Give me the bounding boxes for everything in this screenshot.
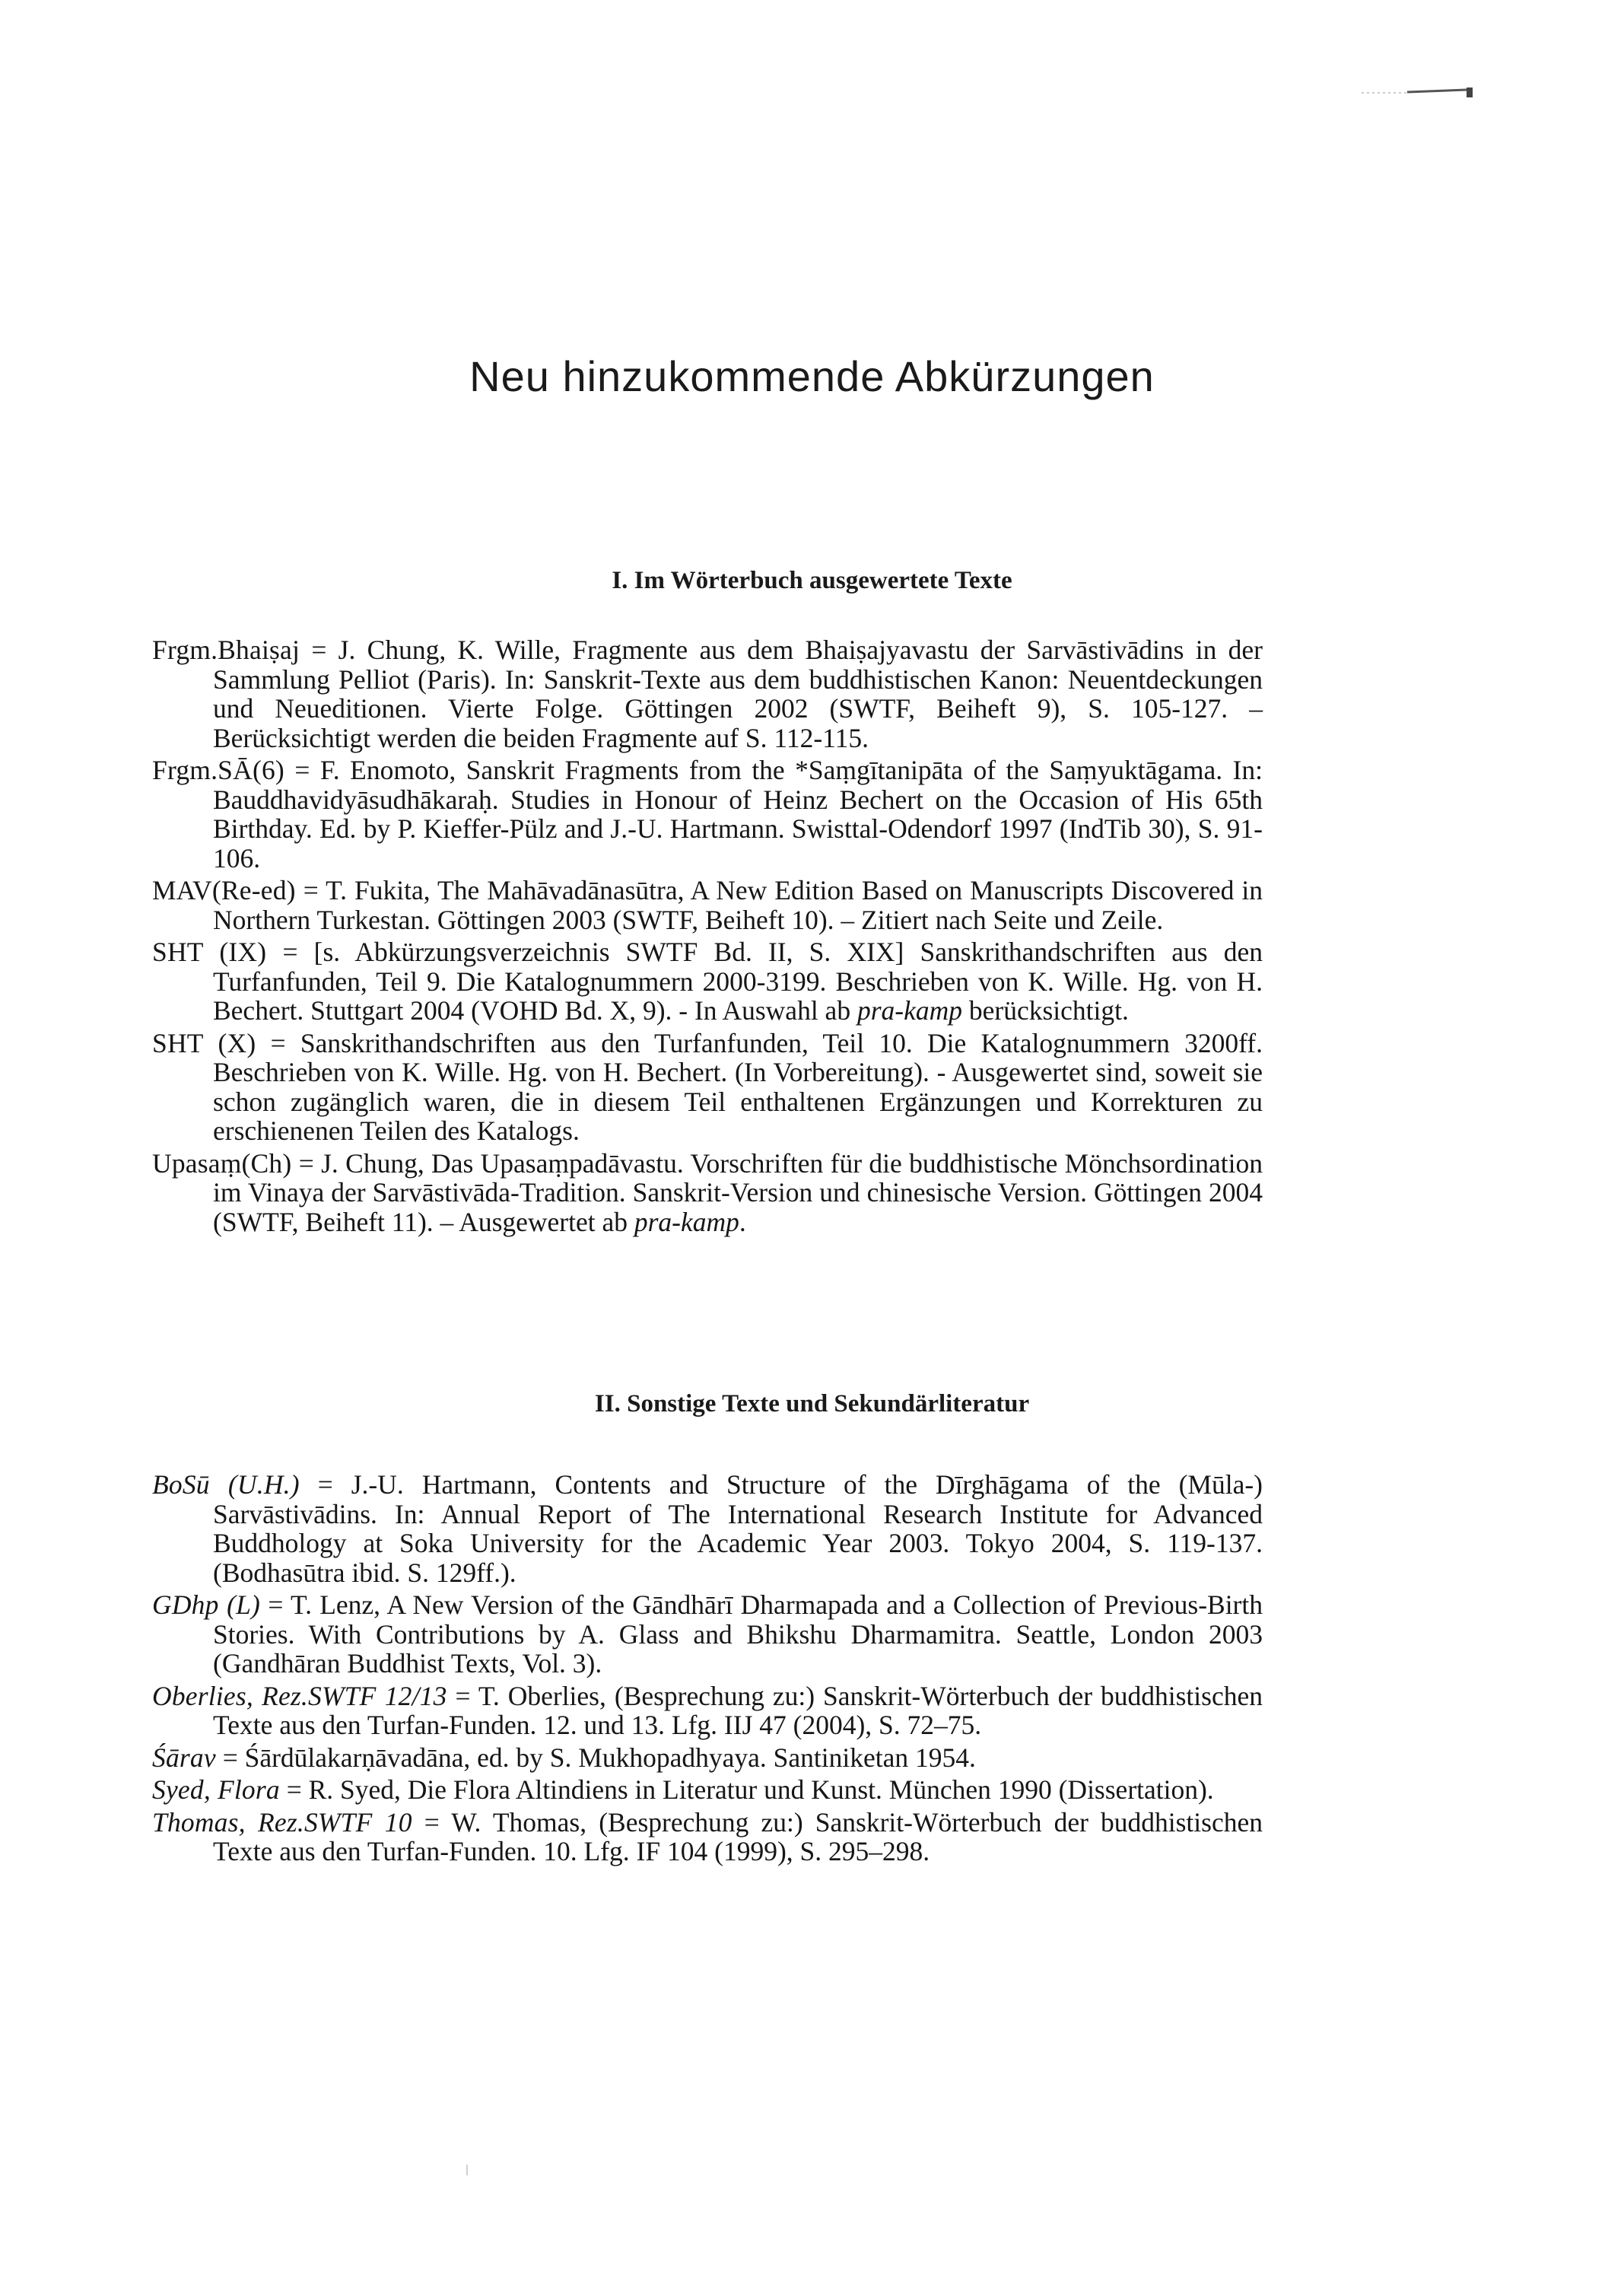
entry-text-end: . (739, 1206, 746, 1237)
entry-gdhp (152, 1590, 1263, 1678)
entry-mav-re-ed (152, 876, 1263, 934)
entry-sarav (152, 1743, 1263, 1773)
entry-abbreviation: BoSū (U.H.) (152, 1469, 300, 1500)
entry-italic-term: pra-kamp (634, 1206, 739, 1237)
entry-oberlies (152, 1682, 1263, 1740)
entry-text: = J. Chung, Das Upasaṃpadāvastu. Vorschriften für die buddhistische Mönchsordination im Vinaya der Sarvāstivāda-Tradition. Sanskrit-Version und chinesische Version. Göttingen 2004 (SWTF, Beiheft 11). – Ausgewertet ab (213, 1147, 1263, 1237)
entry-text-end: berücksichtigt. (961, 995, 1129, 1026)
scan-artifact-mark (466, 2165, 468, 2175)
entry-abbreviation: GDhp (L) (152, 1589, 261, 1620)
entry-abbreviation: Frgm.Bhaiṣaj (152, 635, 300, 665)
entry-abbreviation: Syed, Flora (152, 1774, 280, 1805)
entry-text: = R. Syed, Die Flora Altindiens in Literatur und Kunst. München 1990 (Dissertation). (279, 1774, 1214, 1805)
section-2-entries (152, 1470, 1263, 1869)
section-heading-2: II. Sonstige Texte und Sekundärliteratur (594, 1390, 1030, 1418)
entry-abbreviation: Śārav (152, 1742, 216, 1773)
entry-abbreviation: Upasaṃ(Ch) (152, 1147, 292, 1179)
entry-abbreviation: Thomas, Rez.SWTF 10 (152, 1806, 412, 1838)
entry-text: = [s. Abkürzungsverzeichnis SWTF Bd. II, S. XIX] Sanskrithandschriften aus den Turfanfunden, Teil 9. Die Katalognummern 2000-3199. Beschrieben von K. Wille. Hg. von H. Bechert. Stuttgart 2004 (VOHD Bd. X, 9). - In Auswahl ab (213, 937, 1263, 1026)
entry-abbreviation: Oberlies, Rez.SWTF 12/13 (152, 1680, 447, 1711)
scan-corner-mark (1362, 87, 1476, 99)
entry-text: = T. Oberlies, (Besprechung zu:) Sanskrit-Wörterbuch der buddhistischen Texte aus den Turfan-Funden. 12. und 13. Lfg. IIJ 47 (2004), S. 72–75. (213, 1680, 1263, 1740)
entry-text: = T. Fukita, The Mahāvadānasūtra, A New Edition Based on Manuscripts Discovered in Northern Turkestan. Göttingen 2003 (SWTF, Beiheft 10). – Zitiert nach Seite und Zeile. (213, 875, 1263, 935)
entry-upasam-ch (152, 1149, 1263, 1237)
section-1-entries (152, 635, 1263, 1239)
page-title: Neu hinzukommende Abkürzungen (469, 352, 1155, 400)
entry-sht-x (152, 1029, 1263, 1146)
entry-bosu (152, 1470, 1263, 1587)
entry-frgm-bhaisaj (152, 635, 1263, 753)
section-heading-1: I. Im Wörterbuch ausgewertete Texte (612, 567, 1012, 594)
entry-text: = J.-U. Hartmann, Contents and Structure of the Dīrghāgama of the (Mūla-) Sarvāstivādins. In: Annual Report of The International Research Institute for Advanced Buddhology at Soka University for the Academic Year 2003. Tokyo 2004, S. 119-137. (Bodhasūtra ibid. S. 129ff.). (213, 1469, 1263, 1588)
entry-syed-flora (152, 1775, 1263, 1805)
entry-text: = Sanskrithandschriften aus den Turfanfunden, Teil 10. Die Katalognummern 3200ff. Beschrieben von K. Wille. Hg. von H. Bechert. (In Vorbereitung). - Ausgewertet sind, soweit sie schon zugänglich waren, die in diesem Teil enthaltenen Ergänzungen und Korrekturen zu erschienenen Teilen des Katalogs. (213, 1027, 1263, 1146)
entry-text: = W. Thomas, (Besprechung zu:) Sanskrit-Wörterbuch der buddhistischen Texte aus den Turfan-Funden. 10. Lfg. IF 104 (1999), S. 295–298. (213, 1806, 1263, 1866)
entry-abbreviation: Frgm.SĀ(6) (152, 755, 284, 785)
entry-thomas (152, 1808, 1263, 1866)
entry-frgm-sa6 (152, 756, 1263, 873)
entry-abbreviation: SHT (IX) (152, 937, 267, 967)
entry-italic-term: pra-kamp (856, 995, 962, 1026)
entry-text: = F. Enomoto, Sanskrit Fragments from the *Saṃgītanipāta of the Saṃyuktāgama. In: Bauddhavidyāsudhākaraḥ. Studies in Honour of Heinz Bechert on the Occasion of His 65th Birthday. Ed. by P. Kieffer-Pülz and J.-U. Hartmann. Swisttal-Odendorf 1997 (IndTib 30), S. 91-106. (213, 755, 1263, 873)
entry-text: = T. Lenz, A New Version of the Gāndhārī Dharmapada and a Collection of Previous-Birth Stories. With Contributions by A. Glass and Bhikshu Dharmamitra. Seattle, London 2003 (Gandhāran Buddhist Texts, Vol. 3). (213, 1589, 1263, 1678)
entry-text: = Śārdūlakarṇāvadāna, ed. by S. Mukhopadhyaya. Santiniketan 1954. (215, 1742, 976, 1773)
entry-abbreviation: SHT (X) (152, 1027, 256, 1058)
entry-abbreviation: MAV(Re-ed) (152, 875, 296, 905)
entry-sht-ix (152, 937, 1263, 1026)
entry-text: = J. Chung, K. Wille, Fragmente aus dem Bhaiṣajyavastu der Sarvāstivādins in der Sammlung Pelliot (Paris). In: Sanskrit-Texte aus dem buddhistischen Kanon: Neuentdeckungen und Neueditionen. Vierte Folge. Göttingen 2002 (SWTF, Beiheft 9), S. 105-127. – Berücksichtigt werden die beiden Fragmente auf S. 112-115. (213, 635, 1263, 753)
